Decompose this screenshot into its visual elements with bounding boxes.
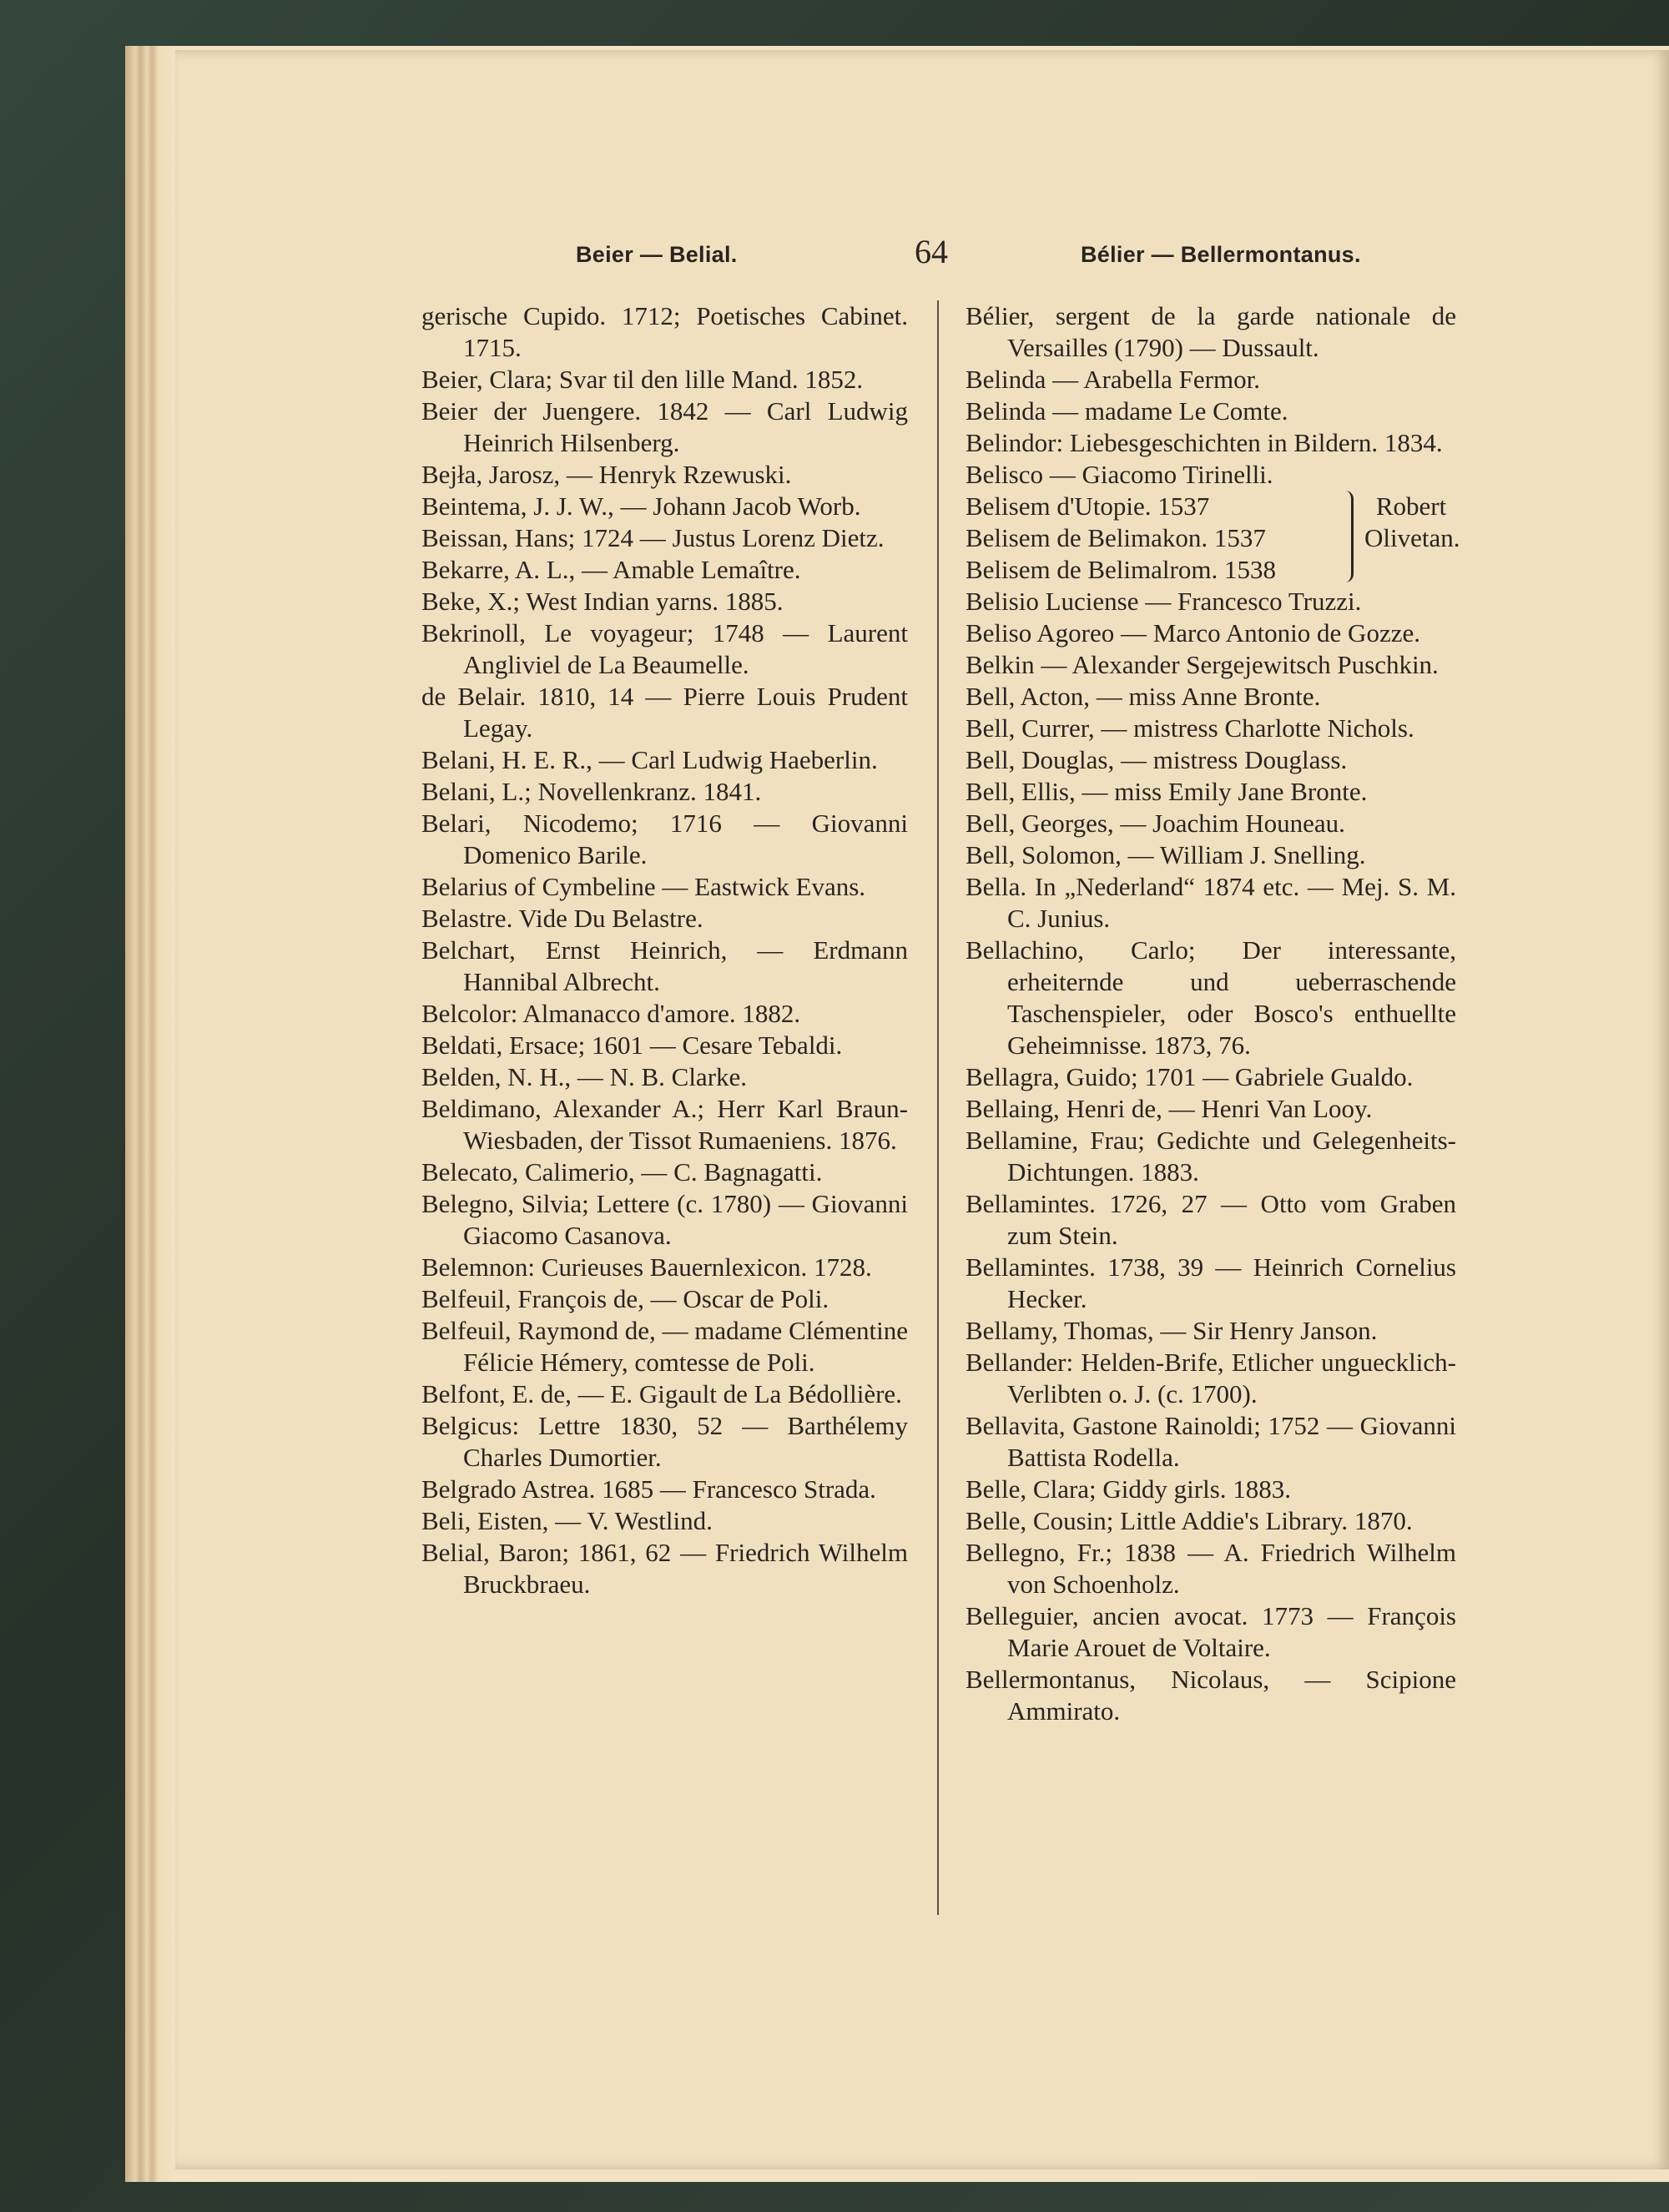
index-entry: Bellamintes. 1726, 27 — Otto vom Graben zum Stein. <box>966 1189 1456 1250</box>
right-column <box>966 300 1460 1727</box>
index-entry: Bélier, sergent de la garde nationale de Versailles (1790) — Dussault. <box>966 301 1456 362</box>
index-entry: Bellagra, Guido; 1701 — Gabriele Gualdo. <box>966 1062 1414 1091</box>
index-entry: Belchart, Ernst Heinrich, — Erdmann Hannibal Albrecht. <box>421 935 908 996</box>
page-number: 64 <box>915 233 948 270</box>
index-entry: Bell, Ellis, — miss Emily Jane Bronte. <box>966 777 1368 806</box>
index-entry: Beke, X.; West Indian yarns. 1885. <box>421 587 784 616</box>
index-entry: Belial, Baron; 1861, 62 — Friedrich Wilhelm Bruckbraeu. <box>421 1538 908 1599</box>
index-entry: Beldimano, Alexander A.; Herr Karl Braun-Wiesbaden, der Tissot Rumaeniens. 1876. <box>421 1094 908 1155</box>
index-entry: Belegno, Silvia; Lettere (c. 1780) — Giovanni Giacomo Casanova. <box>421 1189 908 1250</box>
index-entry: Bellamy, Thomas, — Sir Henry Janson. <box>966 1316 1378 1345</box>
bracket-entry-line: Belisem de Belimakon. 1537 <box>966 523 1266 552</box>
index-entry: Beintema, J. J. W., — Johann Jacob Worb. <box>421 491 861 521</box>
index-entry: Bekarre, A. L., — Amable Lemaître. <box>421 555 801 584</box>
index-entry: Beissan, Hans; 1724 — Justus Lorenz Dietz. <box>421 523 885 552</box>
index-entry: Belemnon: Curieuses Bauernlexicon. 1728. <box>421 1252 872 1282</box>
running-header-left: Beier — Belial. <box>576 242 738 267</box>
curly-brace <box>1341 491 1354 582</box>
index-entry: Belarius of Cymbeline — Eastwick Evans. <box>421 872 866 901</box>
index-entry: Beldati, Ersace; 1601 — Cesare Tebaldi. <box>421 1030 843 1060</box>
index-entry: Bellamine, Frau; Gedichte und Gelegenheits-Dichtungen. 1883. <box>966 1126 1456 1187</box>
index-entry: Belinda — Arabella Fermor. <box>966 365 1260 394</box>
index-entry: Bellander: Helden-Brife, Etlicher unguecklich-Verlibten o. J. (c. 1700). <box>966 1348 1456 1408</box>
index-entry: Belkin — Alexander Sergejewitsch Puschkin. <box>966 650 1439 679</box>
index-entry: Belani, H. E. R., — Carl Ludwig Haeberlin. <box>421 745 878 774</box>
index-entry: Belastre. Vide Du Belastre. <box>421 904 703 933</box>
index-entry: Bellegno, Fr.; 1838 — A. Friedrich Wilhelm von Schoenholz. <box>966 1538 1456 1599</box>
index-entry: Beliso Agoreo — Marco Antonio de Gozze. <box>966 618 1420 647</box>
index-entry: Bellavita, Gastone Rainoldi; 1752 — Giovanni Battista Rodella. <box>966 1411 1456 1472</box>
index-entry: Bella. In „Nederland“ 1874 etc. — Mej. S. M. C. Junius. <box>966 872 1456 933</box>
index-entry: Belleguier, ancien avocat. 1773 — François Marie Arouet de Voltaire. <box>966 1601 1456 1662</box>
index-entry: Bell, Currer, — mistress Charlotte Nichols. <box>966 713 1414 743</box>
index-entry: Belindor: Liebesgeschichten in Bildern. 1834. <box>966 428 1443 457</box>
bracket-author: Robert Olivetan. <box>1364 491 1460 552</box>
index-entry: gerische Cupido. 1712; Poetisches Cabinet. 1715. <box>421 301 908 362</box>
index-entry: Belari, Nicodemo; 1716 — Giovanni Domenico Barile. <box>421 809 908 869</box>
running-header-right: Bélier — Bellermontanus. <box>1081 242 1361 267</box>
index-entry: Belinda — madame Le Comte. <box>966 396 1288 426</box>
index-entry: Beier, Clara; Svar til den lille Mand. 1852. <box>421 365 864 394</box>
index-entry: Bell, Georges, — Joachim Houneau. <box>966 809 1345 838</box>
left-column <box>421 300 908 1600</box>
index-entry: de Belair. 1810, 14 — Pierre Louis Prudent Legay. <box>421 682 908 743</box>
column-divider <box>937 300 939 1915</box>
index-entry: Belgicus: Lettre 1830, 52 — Barthélemy Charles Dumortier. <box>421 1411 908 1472</box>
index-entry: Belfont, E. de, — E. Gigault de La Bédollière. <box>421 1379 902 1408</box>
index-entry: Bejła, Jarosz, — Henryk Rzewuski. <box>421 460 792 489</box>
bracketed-entry-group <box>966 491 1460 586</box>
index-entry: Bellachino, Carlo; Der interessante, erheiternde und ueberraschende Taschenspieler, oder Bosco's enthuellte Geheimnisse. 1873, 76. <box>966 935 1456 1060</box>
index-entry: Belle, Clara; Giddy girls. 1883. <box>966 1474 1292 1504</box>
index-entry: Bell, Acton, — miss Anne Bronte. <box>966 682 1321 711</box>
index-entry: Bellaing, Henri de, — Henri Van Looy. <box>966 1094 1373 1123</box>
index-entry: Belani, L.; Novellenkranz. 1841. <box>421 777 762 806</box>
index-entry: Belgrado Astrea. 1685 — Francesco Strada. <box>421 1474 876 1504</box>
index-entry: Belfeuil, François de, — Oscar de Poli. <box>421 1284 829 1313</box>
index-entry: Belcolor: Almanacco d'amore. 1882. <box>421 999 801 1028</box>
index-entry: Belisco — Giacomo Tirinelli. <box>966 460 1273 489</box>
index-entry: Bell, Solomon, — William J. Snelling. <box>966 840 1366 869</box>
bracket-entry-line: Belisem de Belimalrom. 1538 <box>966 555 1276 584</box>
index-entry: Belisio Luciense — Francesco Truzzi. <box>966 587 1362 616</box>
index-entry: Bellermontanus, Nicolaus, — Scipione Ammirato. <box>966 1665 1456 1726</box>
index-entry: Belle, Cousin; Little Addie's Library. 1870. <box>966 1506 1413 1535</box>
index-entry: Bell, Douglas, — mistress Douglass. <box>966 745 1348 774</box>
index-entry: Beli, Eisten, — V. Westlind. <box>421 1506 713 1535</box>
index-entry: Bekrinoll, Le voyageur; 1748 — Laurent Angliviel de La Beaumelle. <box>421 618 908 679</box>
index-entry: Belfeuil, Raymond de, — madame Clémentine Félicie Hémery, comtesse de Poli. <box>421 1316 908 1377</box>
bracket-entry-line: Belisem d'Utopie. 1537 <box>966 491 1210 521</box>
index-entry: Bellamintes. 1738, 39 — Heinrich Cornelius Hecker. <box>966 1252 1456 1313</box>
index-entry: Beier der Juengere. 1842 — Carl Ludwig Heinrich Hilsenberg. <box>421 396 908 457</box>
index-entry: Belecato, Calimerio, — C. Bagnagatti. <box>421 1157 823 1187</box>
index-entry: Belden, N. H., — N. B. Clarke. <box>421 1062 748 1091</box>
